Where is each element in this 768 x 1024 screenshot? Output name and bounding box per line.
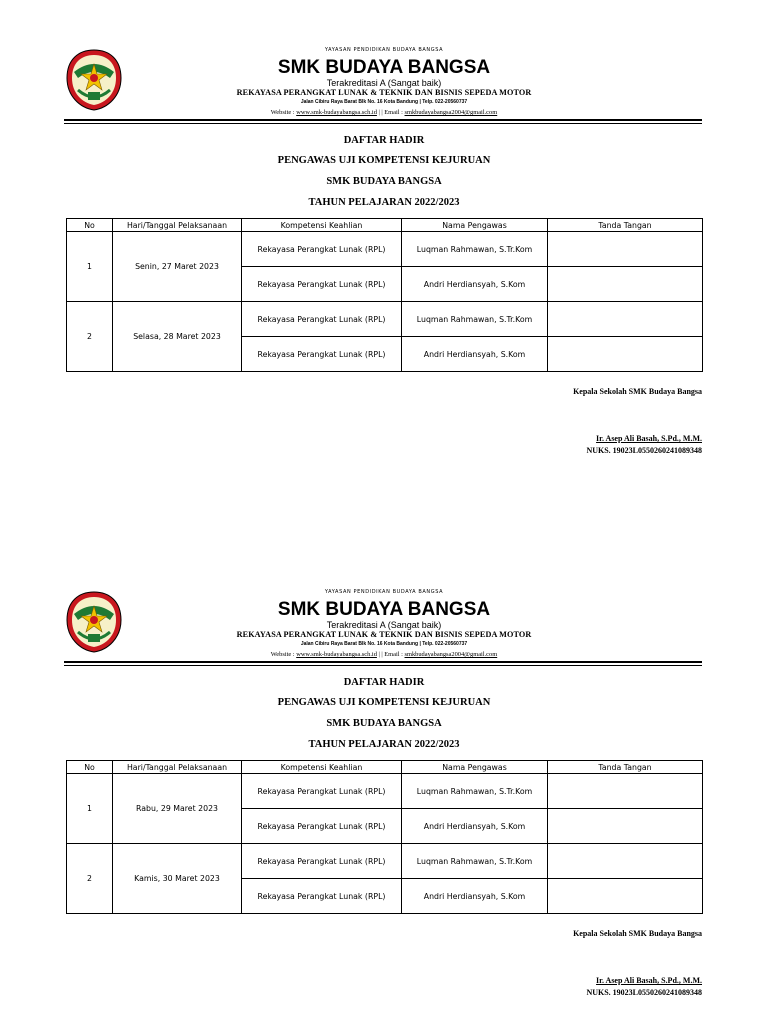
- programs: REKAYASA PERANGKAT LUNAK & TEKNIK DAN BISNIS SEPEDA MOTOR: [236, 88, 532, 97]
- signature-cell[interactable]: [548, 232, 703, 267]
- doc-year: TAHUN PELAJARAN 2022/2023: [308, 197, 460, 208]
- supervisor-cell: Andri Herdiansyah, S.Kom: [402, 809, 548, 844]
- row-date: Rabu, 29 Maret 2023: [113, 774, 242, 844]
- table-header-row: [67, 219, 703, 232]
- col-header: No: [67, 219, 113, 232]
- col-header: Nama Pengawas: [402, 219, 548, 232]
- supervisor-cell: Andri Herdiansyah, S.Kom: [402, 337, 548, 372]
- address: Jalan Cibiru Raya Barat Blk No. 16 Kota Bandung | Telp. 022-20560737: [300, 99, 468, 105]
- website-label: Website :: [270, 109, 295, 116]
- header-rule-thick: [64, 661, 702, 663]
- table-header-row: [67, 761, 703, 774]
- signatory-name: Ir. Asep Ali Basah, S.Pd., M.M.: [596, 434, 702, 443]
- signature-cell[interactable]: [548, 774, 703, 809]
- doc-year: TAHUN PELAJARAN 2022/2023: [308, 739, 460, 750]
- programs: REKAYASA PERANGKAT LUNAK & TEKNIK DAN BISNIS SEPEDA MOTOR: [236, 630, 532, 639]
- doc-subtitle: PENGAWAS UJI KOMPETENSI KEJURUAN: [277, 697, 491, 708]
- table-row: [67, 232, 703, 267]
- signatory-title: Kepala Sekolah SMK Budaya Bangsa: [573, 387, 702, 396]
- signatory-title: Kepala Sekolah SMK Budaya Bangsa: [573, 929, 702, 938]
- doc-title: DAFTAR HADIR: [343, 677, 425, 688]
- row-number: 2: [67, 844, 113, 914]
- accreditation: Terakreditasi A (Sangat baik): [326, 620, 442, 630]
- signatory-name: Ir. Asep Ali Basah, S.Pd., M.M.: [596, 976, 702, 985]
- supervisor-cell: Luqman Rahmawan, S.Tr.Kom: [402, 844, 548, 879]
- col-header: Kompetensi Keahlian: [242, 761, 402, 774]
- foundation-name: YAYASAN PENDIDIKAN BUDAYA BANGSA: [324, 589, 444, 595]
- signature-cell[interactable]: [548, 844, 703, 879]
- signature-cell[interactable]: [548, 879, 703, 914]
- foundation-name: YAYASAN PENDIDIKAN BUDAYA BANGSA: [324, 47, 444, 53]
- row-number: 1: [67, 774, 113, 844]
- doc-subtitle: PENGAWAS UJI KOMPETENSI KEJURUAN: [277, 155, 491, 166]
- website-link[interactable]: www.smk-budayabangsa.sch.id: [296, 109, 377, 116]
- signature-cell[interactable]: [548, 809, 703, 844]
- competence-cell: Rekayasa Perangkat Lunak (RPL): [242, 267, 402, 302]
- attendance-table: [66, 218, 703, 372]
- competence-cell: Rekayasa Perangkat Lunak (RPL): [242, 774, 402, 809]
- col-header: Tanda Tangan: [548, 761, 703, 774]
- contact-line: [0, 651, 768, 658]
- col-header: No: [67, 761, 113, 774]
- table-row: [67, 774, 703, 809]
- signatory-nuks: NUKS. 19023L0550260241089348: [586, 446, 702, 455]
- competence-cell: Rekayasa Perangkat Lunak (RPL): [242, 232, 402, 267]
- row-date: Senin, 27 Maret 2023: [113, 232, 242, 302]
- contact-line: [0, 109, 768, 116]
- col-header: Hari/Tanggal Pelaksanaan: [113, 761, 242, 774]
- supervisor-cell: Andri Herdiansyah, S.Kom: [402, 879, 548, 914]
- signature-cell[interactable]: [548, 337, 703, 372]
- table-row: [67, 302, 703, 337]
- website-link[interactable]: www.smk-budayabangsa.sch.id: [296, 651, 377, 658]
- col-header: Tanda Tangan: [548, 219, 703, 232]
- doc-title: DAFTAR HADIR: [343, 135, 425, 146]
- competence-cell: Rekayasa Perangkat Lunak (RPL): [242, 879, 402, 914]
- supervisor-cell: Luqman Rahmawan, S.Tr.Kom: [402, 302, 548, 337]
- table-row: [67, 844, 703, 879]
- school-name: SMK BUDAYA BANGSA: [277, 599, 491, 620]
- row-number: 1: [67, 232, 113, 302]
- competence-cell: Rekayasa Perangkat Lunak (RPL): [242, 844, 402, 879]
- email-link[interactable]: smkbudayabangsa2004@gmail.com: [404, 109, 498, 116]
- email-link[interactable]: smkbudayabangsa2004@gmail.com: [404, 651, 498, 658]
- col-header: Hari/Tanggal Pelaksanaan: [113, 219, 242, 232]
- row-number: 2: [67, 302, 113, 372]
- address: Jalan Cibiru Raya Barat Blk No. 16 Kota Bandung | Telp. 022-20560737: [300, 641, 468, 647]
- signature-cell[interactable]: [548, 267, 703, 302]
- accreditation: Terakreditasi A (Sangat baik): [326, 78, 442, 88]
- supervisor-cell: Luqman Rahmawan, S.Tr.Kom: [402, 232, 548, 267]
- col-header: Nama Pengawas: [402, 761, 548, 774]
- website-label: Website :: [270, 651, 295, 658]
- signatory-nuks: NUKS. 19023L0550260241089348: [586, 988, 702, 997]
- competence-cell: Rekayasa Perangkat Lunak (RPL): [242, 809, 402, 844]
- school-name: SMK BUDAYA BANGSA: [277, 57, 491, 78]
- header-rule-thin: [64, 123, 702, 124]
- row-date: Selasa, 28 Maret 2023: [113, 302, 242, 372]
- doc-school: SMK BUDAYA BANGSA: [326, 718, 442, 729]
- doc-school: SMK BUDAYA BANGSA: [326, 176, 442, 187]
- col-header: Kompetensi Keahlian: [242, 219, 402, 232]
- competence-cell: Rekayasa Perangkat Lunak (RPL): [242, 337, 402, 372]
- attendance-table: [66, 760, 703, 914]
- competence-cell: Rekayasa Perangkat Lunak (RPL): [242, 302, 402, 337]
- email-label: | | Email :: [378, 651, 403, 658]
- signature-cell[interactable]: [548, 302, 703, 337]
- email-label: | | Email :: [378, 109, 403, 116]
- row-date: Kamis, 30 Maret 2023: [113, 844, 242, 914]
- header-rule-thick: [64, 119, 702, 121]
- supervisor-cell: Andri Herdiansyah, S.Kom: [402, 267, 548, 302]
- header-rule-thin: [64, 665, 702, 666]
- supervisor-cell: Luqman Rahmawan, S.Tr.Kom: [402, 774, 548, 809]
